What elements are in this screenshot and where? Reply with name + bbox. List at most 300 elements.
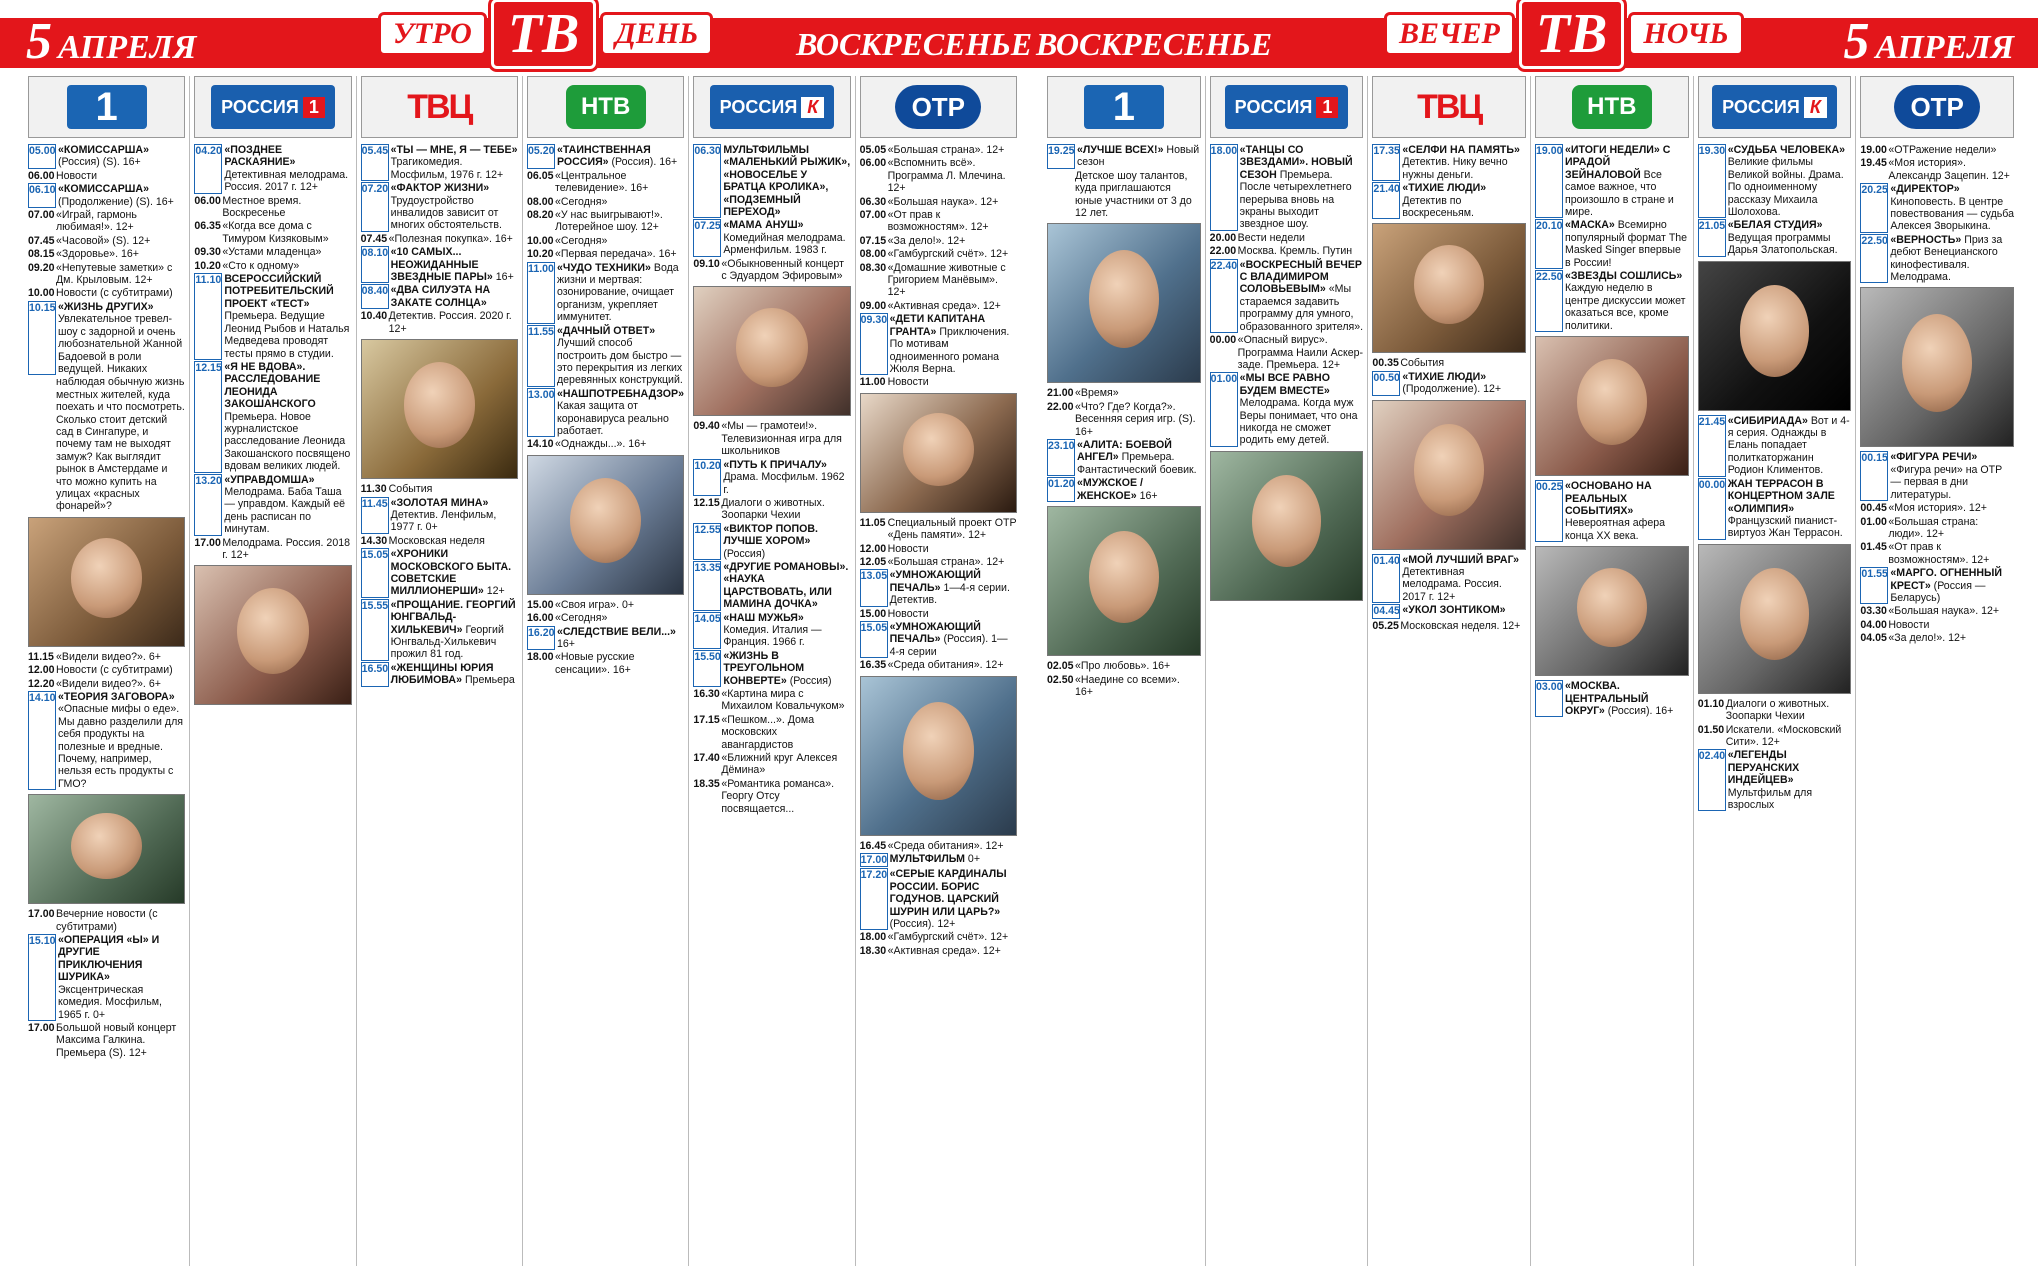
program-time: 11.00	[527, 262, 555, 324]
program-item	[860, 517, 1017, 542]
program-text: Детектив по воскресеньям.	[1402, 194, 1474, 220]
program-description	[888, 543, 1017, 555]
program-item	[361, 233, 518, 245]
program-time: 06.00	[194, 194, 221, 207]
program-photo	[1535, 336, 1689, 476]
program-time: 10.20	[693, 459, 721, 496]
program-time: 22.50	[1535, 270, 1563, 332]
program-item	[1372, 144, 1526, 181]
program-description	[1240, 372, 1364, 446]
program-description	[391, 246, 518, 283]
program-time: 21.40	[1372, 182, 1400, 219]
program-item	[1372, 620, 1526, 632]
program-text: Драма. Мосфильм. 1962 г.	[723, 471, 845, 496]
program-description	[555, 235, 684, 247]
program-description	[1077, 144, 1201, 169]
channel-header	[693, 76, 850, 138]
program-title: «НАШ МУЖЬЯ»	[723, 611, 804, 624]
program-description	[222, 220, 351, 245]
program-list	[1372, 144, 1526, 632]
program-item	[1698, 219, 1852, 256]
program-list	[1698, 144, 1852, 811]
kultura-logo-k: К	[1804, 97, 1827, 118]
program-item	[1860, 605, 2014, 617]
program-time: 04.20	[194, 144, 222, 194]
program-description	[888, 945, 1017, 957]
program-time: 02.50	[1047, 673, 1074, 686]
program-text: Невероятная афера конца XX века.	[1565, 517, 1666, 542]
person-photo-face	[1414, 245, 1484, 324]
program-time: 01.20	[1047, 477, 1075, 502]
program-time: 14.30	[360, 534, 388, 547]
program-item	[860, 248, 1017, 260]
program-title: ЖАН ТЕРРАСОН В КОНЦЕРТНОМ ЗАЛЕ «ОЛИМПИЯ»	[1727, 477, 1835, 515]
program-text: События	[1400, 357, 1445, 370]
program-text: «Про любовь». 16+	[1075, 660, 1171, 673]
program-description	[1888, 144, 2014, 156]
program-title: «Я НЕ ВДОВА». РАССЛЕДОВАНИЕ ЛЕОНИДА ЗАКОШАНСКОГО	[224, 360, 321, 411]
program-item	[28, 691, 185, 790]
program-description	[723, 459, 850, 496]
program-description	[1402, 554, 1526, 604]
program-time: 11.55	[527, 325, 555, 387]
russia1-logo-name: РОССИЯ	[221, 96, 299, 117]
program-title: «КОМИССАРША»	[58, 144, 149, 156]
program-item	[693, 650, 850, 687]
right-date-month: АПРЕЛЯ	[1875, 29, 2014, 66]
program-item	[1210, 372, 1364, 446]
program-time: 10.15	[28, 301, 56, 375]
program-time: 18.00	[526, 651, 554, 664]
program-item	[693, 258, 850, 283]
program-text: «Опасный вирус». Программа Наили Аскер-заде. Премьера. 12+	[1237, 334, 1364, 371]
program-item	[693, 714, 850, 751]
program-item	[1047, 439, 1201, 476]
program-text: «Среда обитания». 12+	[887, 839, 1004, 852]
program-title: «МОСКВА. ЦЕНТРАЛЬНЫЙ ОКРУГ»	[1565, 680, 1649, 717]
program-item	[194, 246, 351, 258]
kultura-logo-name: РОССИЯ	[719, 96, 798, 117]
program-description	[1888, 516, 2014, 541]
program-text: 0+	[967, 853, 981, 865]
program-time: 08.15	[28, 248, 55, 261]
program-description	[721, 752, 850, 777]
program-text: «Что? Где? Когда?». Весенняя серия игр. (S). 16+	[1075, 400, 1196, 438]
program-text: Местное время. Воскресенье	[222, 194, 302, 220]
col-left-perviy	[24, 76, 189, 1266]
program-text: Московская неделя	[388, 534, 485, 547]
program-time: 10.00	[28, 287, 55, 300]
program-title: «ХРОНИКИ МОСКОВСКОГО БЫТА. СОВЕТСКИЕ МИЛЛИОНЕРШИ»	[390, 548, 512, 598]
program-description	[389, 483, 518, 495]
program-description	[890, 569, 1017, 606]
program-time: 11.15	[28, 650, 54, 663]
program-photo	[361, 339, 518, 479]
program-description	[1890, 567, 2014, 604]
program-text: «У нас выигрывают!». Лотерейное шоу. 12+	[554, 209, 663, 234]
program-description	[557, 262, 684, 324]
program-text: Комедия. Италия — Франция. 1966 г.	[723, 623, 822, 649]
program-time: 13.00	[527, 388, 555, 438]
program-description	[888, 196, 1017, 208]
program-item	[1210, 334, 1364, 371]
program-time: 07.45	[28, 234, 55, 247]
program-item	[693, 144, 850, 218]
program-title: «ДВА СИЛУЭТА НА ЗАКАТЕ СОЛНЦА»	[390, 284, 491, 309]
program-text: События	[388, 483, 433, 496]
program-description	[58, 301, 185, 375]
program-description	[56, 209, 185, 234]
program-time: 13.20	[194, 474, 222, 536]
program-item	[1047, 144, 1201, 169]
program-text: Новости	[1888, 618, 1930, 631]
program-item	[860, 659, 1017, 671]
otr-logo-icon: ОТР	[895, 85, 981, 129]
program-title: «ДИРЕКТОР»	[1890, 183, 1960, 196]
program-item	[1698, 415, 1852, 477]
program-time: 15.00	[859, 607, 887, 620]
program-description	[888, 209, 1017, 234]
program-text: Киноповесть. В центре повествования — судьба Алексея Зворыкина.	[1890, 195, 2014, 233]
program-title: «УПРАВДОМША»	[224, 473, 315, 486]
program-item	[194, 260, 351, 272]
program-text: Комедийная мелодрама. Арменфильм. 1983 г.	[723, 231, 846, 257]
program-item	[527, 651, 684, 676]
program-time: 01.10	[1697, 697, 1725, 710]
program-time: 19.30	[1698, 144, 1726, 218]
program-text: «Большая страна: люди». 12+	[1888, 515, 1979, 540]
program-description	[721, 497, 850, 522]
program-title: «ФИГУРА РЕЧИ»	[1890, 451, 1978, 464]
person-photo-face	[1414, 424, 1484, 516]
program-time: 19.00	[1860, 144, 1887, 156]
program-title: «ЛУЧШЕ ВСЕХ!»	[1077, 144, 1164, 156]
program-text: Премьера. Ведущие Леонид Рыбов и Наталья Медведева проводят тесты прямо в студии.	[224, 310, 350, 360]
program-description	[888, 556, 1017, 568]
program-description	[888, 376, 1017, 388]
program-item	[860, 262, 1017, 299]
program-time: 22.00	[1209, 245, 1237, 258]
program-list	[527, 144, 684, 676]
program-description	[721, 420, 850, 457]
program-photo	[28, 794, 185, 904]
col-right-ntv	[1530, 76, 1693, 1266]
program-title: «ЛЕГЕНДЫ ПЕРУАНСКИХ ИНДЕЙЦЕВ»	[1727, 749, 1800, 787]
program-text: Московская неделя. 12+	[1400, 619, 1521, 632]
program-time: 23.10	[1047, 439, 1075, 476]
program-item	[527, 170, 684, 195]
program-item	[1698, 724, 1852, 749]
program-description	[1728, 144, 1852, 218]
header-bar	[0, 0, 2038, 70]
program-time: 06.00	[859, 157, 887, 170]
program-description	[555, 438, 684, 450]
program-time: 08.40	[361, 284, 389, 309]
program-description	[224, 361, 351, 473]
program-item	[1047, 387, 1201, 399]
program-item	[1047, 477, 1201, 502]
program-text: Вечерние новости (с субтитрами)	[56, 908, 158, 933]
program-description	[721, 688, 850, 713]
right-logo-post: НОЧЬ	[1628, 12, 1743, 56]
program-text: 16+	[1139, 489, 1158, 502]
channel-header	[1210, 76, 1364, 138]
program-text: «Большая наука». 12+	[1888, 605, 2000, 618]
program-text: «Ближний круг Алексея Дёмина»	[721, 752, 838, 777]
program-title: «НАШПОТРЕБНАДЗОР»	[556, 387, 684, 400]
program-item	[1372, 357, 1526, 369]
program-item	[527, 612, 684, 624]
person-photo-face	[1252, 475, 1322, 567]
program-time: 08.00	[526, 195, 554, 208]
program-item	[1860, 502, 2014, 514]
program-text: Вот и 4-я серия. Однажды в Елань попадает политкаторжанин Родион Климентов.	[1727, 414, 1850, 477]
program-text: Детективная мелодрама. Россия. 2017 г. 12+	[1402, 566, 1502, 603]
program-description	[56, 651, 185, 663]
program-time: 09.20	[28, 261, 55, 274]
program-description	[224, 474, 351, 536]
program-item	[527, 388, 684, 438]
channel-header	[1047, 76, 1201, 138]
program-item	[527, 144, 684, 169]
program-text: Детективная мелодрама. Россия. 2017 г. 12+	[224, 168, 349, 194]
program-description	[890, 313, 1017, 375]
program-time: 09.10	[693, 257, 720, 270]
right-weekday: ВОСКРЕСЕНЬЕ	[1036, 26, 1273, 62]
program-description	[721, 778, 850, 815]
program-description	[58, 183, 185, 208]
program-description	[1890, 451, 2014, 501]
program-time: 00.45	[1860, 502, 1887, 515]
program-time: 07.15	[859, 234, 887, 247]
program-time: 05.25	[1372, 619, 1399, 632]
program-description	[391, 182, 518, 232]
program-description	[1075, 401, 1201, 438]
program-description	[723, 523, 850, 560]
program-time: 17.00	[860, 854, 888, 866]
program-item	[860, 840, 1017, 852]
program-item	[1047, 674, 1201, 699]
program-time: 08.30	[859, 261, 887, 274]
program-description	[56, 1022, 185, 1059]
program-item	[1210, 245, 1364, 257]
program-description	[557, 388, 684, 438]
program-item	[361, 182, 518, 232]
program-description	[56, 376, 185, 512]
program-description	[56, 908, 185, 933]
program-item	[194, 273, 351, 360]
program-description	[888, 608, 1017, 620]
program-text: «Видели видео?». 6+	[56, 677, 161, 690]
russia1-logo-name: РОССИЯ	[1234, 96, 1313, 117]
program-text: (Россия). 12+	[889, 918, 956, 931]
program-text: (Россия). 1—4-я серии	[889, 633, 1008, 658]
program-description	[391, 662, 518, 687]
program-item	[1210, 144, 1364, 231]
russia1-logo-icon	[211, 85, 335, 129]
program-time: 15.10	[28, 934, 56, 1021]
col-left-tvc	[356, 76, 522, 1266]
program-time: 01.45	[1860, 541, 1887, 554]
program-text: Детектив. Ленфильм, 1977 г. 0+	[390, 508, 497, 534]
program-text: «Мы — грамотеи!». Телевизионная игра для школьников	[721, 420, 842, 458]
program-time: 13.05	[860, 569, 888, 606]
program-text: Французский пианист-виртуоз Жан Террасон.	[1727, 514, 1843, 540]
program-text: «От прав к возможностям». 12+	[1888, 541, 1990, 566]
program-title: «ТАНЦЫ СО ЗВЕЗДАМИ». НОВЫЙ СЕЗОН	[1239, 144, 1353, 181]
program-text: Каждую неделю в центре дискуссии может оказаться все, кроме политики.	[1565, 282, 1686, 332]
program-time: 01.00	[1860, 515, 1887, 528]
program-description	[389, 535, 518, 547]
program-time: 09.30	[194, 246, 221, 259]
program-description	[1726, 698, 1852, 723]
program-item	[860, 300, 1017, 312]
program-list	[693, 144, 850, 815]
program-item	[28, 183, 185, 208]
program-text: Детское шоу талантов, куда приглашаются юные участники от 3 до 12 лет.	[1075, 169, 1192, 220]
person-photo-face	[903, 413, 974, 486]
program-description	[721, 714, 850, 751]
program-text: «Часовой» (S). 12+	[56, 234, 151, 247]
program-item	[1860, 451, 2014, 501]
program-description	[557, 144, 684, 169]
program-item	[1860, 632, 2014, 644]
program-time: 03.30	[1860, 605, 1887, 618]
program-description	[1238, 245, 1364, 257]
program-text: Вести недели	[1237, 231, 1305, 244]
program-title: «ЖЕНЩИНЫ ЮРИЯ ЛЮБИМОВА»	[390, 661, 494, 687]
program-title: «ОСНОВАНО НА РЕАЛЬНЫХ СОБЫТИЯХ»	[1565, 480, 1652, 517]
program-list	[1047, 144, 1201, 698]
program-text: (Россия). 16+	[611, 156, 678, 169]
program-text: «Когда все дома с Тимуром Кизяковым»	[222, 220, 329, 245]
program-item	[693, 523, 850, 560]
program-text: Вода жизни и мертвая: озонирование, очищает организм, укрепляет иммунитет.	[556, 261, 679, 324]
program-text: «За дело!». 12+	[887, 234, 966, 247]
program-time: 17.20	[860, 868, 888, 930]
program-photo	[1372, 400, 1526, 550]
tvc-logo-icon: ТВЦ	[1417, 87, 1482, 126]
program-time: 11.45	[361, 497, 389, 534]
schedule-left-half	[24, 76, 1021, 1266]
program-title: «УМНОЖАЮЩИЙ ПЕЧАЛЬ»	[889, 569, 981, 594]
program-time: 20.00	[1209, 231, 1237, 244]
program-item	[527, 248, 684, 260]
program-description	[1400, 357, 1526, 369]
program-item	[28, 664, 185, 676]
program-item	[693, 497, 850, 522]
program-description	[555, 612, 684, 624]
program-description	[1728, 478, 1852, 540]
program-text: (Продолжение) (S). 16+	[58, 195, 174, 208]
program-description	[1728, 749, 1852, 811]
program-description	[224, 273, 351, 360]
program-text: (Россия)	[789, 674, 832, 687]
program-item	[1535, 270, 1689, 332]
left-date-number: 5	[26, 13, 52, 70]
program-item	[361, 535, 518, 547]
program-text: 16+	[495, 271, 514, 284]
program-title: МУЛЬТФИЛЬМ	[889, 853, 965, 865]
program-title: «ДЕТИ КАПИТАНА ГРАНТА»	[889, 313, 986, 338]
program-text: Лучший способ построить дом быстро — это перекрытия из легких деревянных конструкций.	[556, 337, 683, 387]
program-item	[361, 548, 518, 598]
program-time: 08.00	[859, 248, 887, 261]
program-text: «Картина мира с Михаилом Ковальчуком»	[721, 688, 845, 713]
program-title: «ФАКТОР ЖИЗНИ»	[390, 182, 490, 195]
program-description	[890, 868, 1017, 930]
program-photo	[1698, 261, 1852, 411]
program-photo	[194, 565, 351, 705]
program-time: 10.00	[526, 234, 554, 247]
program-text: «Обыкновенный концерт с Эдуардом Эфировым»	[721, 257, 844, 283]
channel-header	[1698, 76, 1852, 138]
program-title: «СЛЕДСТВИЕ ВЕЛИ...»	[556, 625, 676, 638]
program-description	[1238, 232, 1364, 244]
russia1-logo-icon	[1225, 85, 1349, 129]
program-time: 12.20	[28, 677, 55, 690]
program-text: Новости	[56, 169, 98, 182]
program-time: 11.00	[859, 376, 886, 389]
program-item	[527, 626, 684, 651]
program-item	[693, 420, 850, 457]
program-text: 1—4-я серии. Детектив.	[889, 581, 1010, 607]
program-text: Трагикомедия. Мосфильм, 1976 г. 12+	[390, 156, 504, 181]
program-item	[28, 1022, 185, 1059]
program-list	[194, 144, 351, 705]
program-description	[888, 931, 1017, 943]
program-description	[1075, 674, 1201, 699]
program-description	[1402, 604, 1526, 618]
channel-header	[527, 76, 684, 138]
program-item	[1860, 516, 2014, 541]
program-list	[28, 144, 185, 1059]
program-item	[194, 474, 351, 536]
program-title: «ЗВЕЗДЫ СОШЛИСЬ»	[1565, 270, 1683, 283]
program-item	[1860, 183, 2014, 233]
program-title: «ВИКТОР ПОПОВ. ЛУЧШЕ ХОРОМ»	[723, 522, 818, 548]
program-text: «Большая наука». 12+	[887, 195, 999, 208]
program-text: Мелодрама. Россия. 2018 г. 12+	[222, 536, 350, 561]
program-description	[555, 599, 684, 611]
program-item	[860, 621, 1017, 658]
col-left-otr	[855, 76, 1021, 1266]
program-text: Трудоустройство инвалидов зависит от многих обстоятельств.	[390, 194, 502, 232]
program-time: 06.30	[693, 144, 721, 218]
program-item	[860, 556, 1017, 568]
program-item	[194, 195, 351, 220]
channel-header	[860, 76, 1017, 138]
program-text: «Пешком...». Дома московских авангардистов	[721, 713, 815, 751]
program-text: Премьера. После четырехлетнего перерыва вновь на экраны выходит звездное шоу.	[1239, 168, 1352, 231]
program-time: 21.05	[1698, 219, 1726, 256]
program-item	[1535, 480, 1689, 542]
program-text: «Своя игра». 0+	[554, 598, 635, 611]
program-item	[28, 248, 185, 260]
program-item	[860, 945, 1017, 957]
program-description	[224, 144, 351, 194]
program-time: 22.50	[1860, 234, 1888, 284]
program-item	[527, 599, 684, 611]
channel-header	[1372, 76, 1526, 138]
program-time: 06.10	[28, 183, 56, 208]
program-text: Великие фильмы Великой войны. Драма. По одноименному рассказу Михаила Шолохова.	[1727, 156, 1844, 219]
program-description	[888, 248, 1017, 260]
program-description	[1240, 259, 1364, 333]
program-text: Мелодрама. Когда муж Веры понимает, что она никогда не сможет родить ему детей.	[1239, 397, 1358, 447]
program-time: 14.10	[526, 438, 554, 451]
program-item	[28, 934, 185, 1021]
